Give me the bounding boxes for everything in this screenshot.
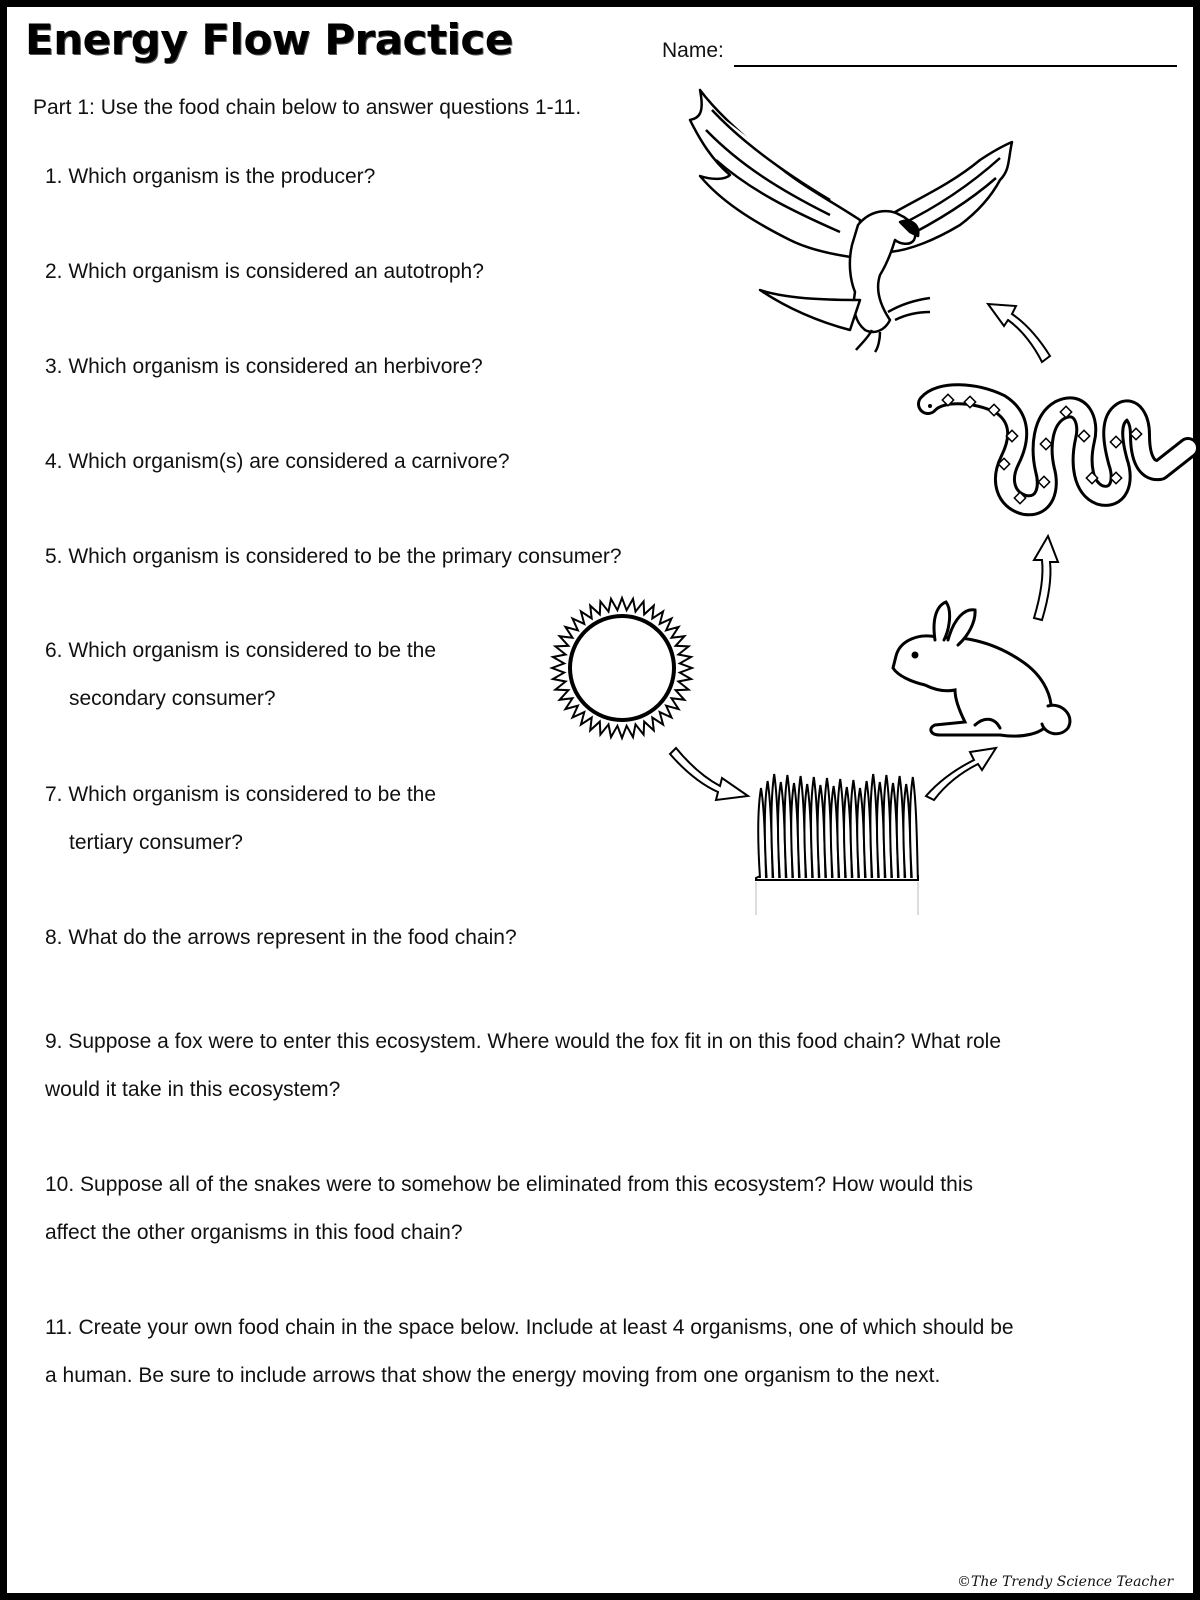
question-number: 1. <box>45 165 63 188</box>
question-text: Which organism is considered an herbivore? <box>68 355 483 378</box>
question-10 <box>45 1161 973 1257</box>
question-4 <box>45 438 510 486</box>
question-3 <box>45 343 483 391</box>
question-text-continued: tertiary consumer? <box>69 831 243 854</box>
question-text: Suppose all of the snakes were to somehow be eliminated from this ecosystem? How would this <box>80 1173 973 1196</box>
question-11 <box>45 1304 1014 1400</box>
name-label: Name: <box>662 39 724 62</box>
question-text-continued: a human. Be sure to include arrows that show the energy moving from one organism to the next. <box>45 1364 941 1387</box>
question-9 <box>45 1018 1001 1114</box>
question-6 <box>45 627 436 723</box>
question-number: 11. <box>45 1316 73 1339</box>
question-8 <box>45 914 517 962</box>
question-text: Which organism is the producer? <box>68 165 376 188</box>
instructions: Part 1: Use the food chain below to answer questions 1-11. <box>33 96 582 119</box>
question-number: 5. <box>45 545 63 568</box>
question-text: Suppose a fox were to enter this ecosystem. Where would the fox fit in on this food chain? What role <box>68 1030 1002 1053</box>
question-5 <box>45 533 622 581</box>
question-text: Create your own food chain in the space below. Include at least 4 organisms, one of which should be <box>78 1316 1014 1339</box>
question-text-continued: affect the other organisms in this food chain? <box>45 1221 463 1244</box>
question-number: 4. <box>45 450 63 473</box>
question-text: Which organism is considered an autotroph? <box>68 260 484 283</box>
page-title: Energy Flow Practice <box>25 15 513 64</box>
question-7 <box>45 771 436 867</box>
question-number: 6. <box>45 639 63 662</box>
question-text-continued: would it take in this ecosystem? <box>45 1078 341 1101</box>
question-1 <box>45 153 375 201</box>
question-text: Which organism is considered to be the primary consumer? <box>68 545 622 568</box>
question-2 <box>45 248 484 296</box>
question-number: 3. <box>45 355 63 378</box>
question-text-continued: secondary consumer? <box>69 687 276 710</box>
question-text: Which organism is considered to be the <box>68 783 437 806</box>
question-text: Which organism is considered to be the <box>68 639 437 662</box>
question-number: 9. <box>45 1030 63 1053</box>
question-number: 10. <box>45 1173 75 1196</box>
question-text: What do the arrows represent in the food chain? <box>68 926 517 949</box>
name-underline <box>734 65 1177 67</box>
question-number: 7. <box>45 783 63 806</box>
question-number: 8. <box>45 926 63 949</box>
name-field[interactable] <box>662 39 1177 69</box>
question-number: 2. <box>45 260 63 283</box>
question-text: Which organism(s) are considered a carnivore? <box>68 450 510 473</box>
copyright-footer: ©The Trendy Science Teacher <box>957 1574 1174 1590</box>
